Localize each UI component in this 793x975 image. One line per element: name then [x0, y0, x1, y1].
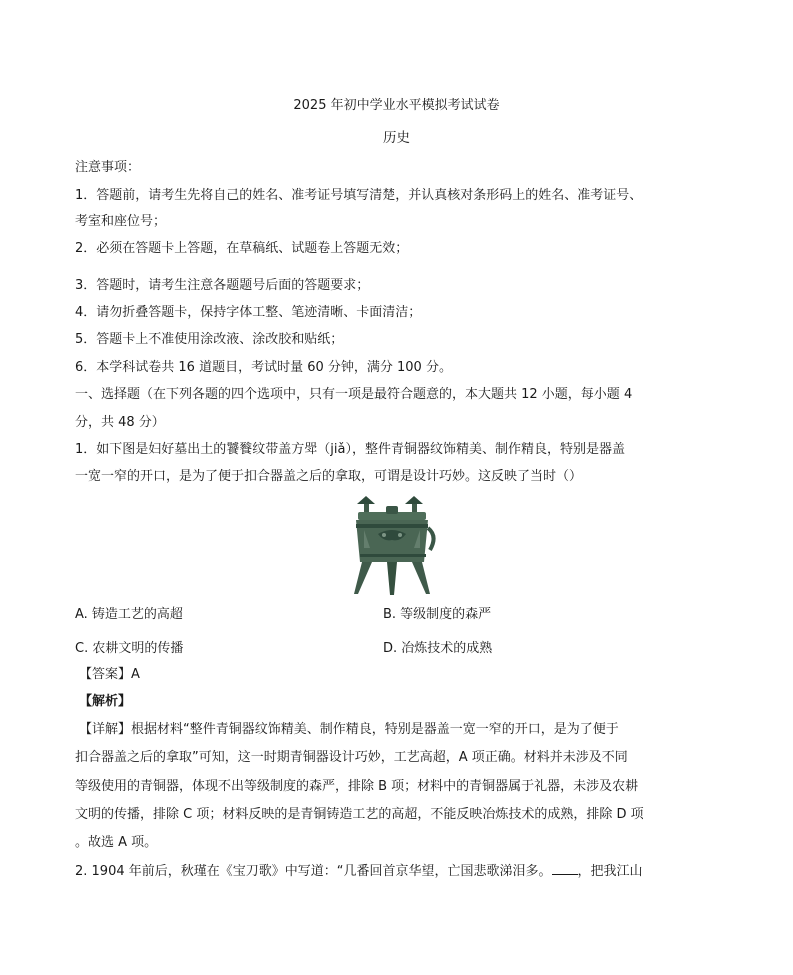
q1-option-d: D. 冶炼技术的成熟 — [383, 641, 493, 656]
q1-option-b: B. 等级制度的森严 — [383, 607, 492, 622]
q2-stem-after-blank: ，把我江山 — [577, 864, 643, 879]
q2-fill-blank — [552, 861, 578, 875]
subject-title: 历史 — [383, 130, 410, 146]
q1-option-a: A. 铸造工艺的高超 — [75, 607, 183, 622]
q2-stem — [75, 861, 643, 881]
q1-detail-line2: 扣合器盖之后的拿取”可知，这一时期青铜器设计巧妙，工艺高超，A 项正确。材料并未涉及不同 — [75, 750, 628, 765]
q2-stem-before-blank: 2. 1904 年前后，秋瑾在《宝刀歌》中写道：“几番回首京华望，亡国悲歌涕泪多。 — [75, 864, 552, 879]
section-heading-line2: 分，共 48 分） — [75, 415, 165, 430]
bronze-jia-vessel-image — [348, 496, 440, 596]
q1-analysis-heading: 【解析】 — [79, 694, 132, 709]
q1-stem-line1: 1．如下图是妇好墓出土的饕餮纹带盖方斝（jiǎ），整件青铜器纹饰精美、制作精良，特别是器盖 — [75, 442, 625, 457]
exam-title: 2025 年初中学业水平模拟考试试卷 — [293, 98, 500, 113]
q1-detail-line3: 等级使用的青铜器，体现不出等级制度的森严，排除 B 项；材料中的青铜器属于礼器，未涉及农耕 — [75, 779, 639, 794]
q1-option-c: C. 农耕文明的传播 — [75, 641, 184, 656]
notice-item-5: 5．答题卡上不准使用涂改液、涂改胶和贴纸； — [75, 332, 344, 347]
notice-item-4: 4．请勿折叠答题卡，保持字体工整、笔迹清晰、卡面清洁； — [75, 305, 422, 320]
notice-heading: 注意事项： — [75, 160, 141, 175]
section-heading-line1: 一、选择题（在下列各题的四个选项中，只有一项是最符合题意的，本大题共 12 小题，每小题 4 — [75, 387, 633, 402]
notice-item-1: 1．答题前，请考生先将自己的姓名、准考证号填写清楚，并认真核对条形码上的姓名、准考证号、 — [75, 188, 643, 203]
bronze-jia-vessel-icon — [348, 496, 440, 596]
notice-item-1-cont: 考室和座位号； — [75, 214, 167, 229]
notice-item-6: 6．本学科试卷共 16 道题目，考试时量 60 分钟，满分 100 分。 — [75, 360, 452, 375]
q1-detail-line5: 。故选 A 项。 — [75, 835, 158, 850]
notice-item-3: 3．答题时，请考生注意各题题号后面的答题要求； — [75, 278, 370, 293]
q1-detail-line1: 【详解】根据材料“整件青铜器纹饰精美、制作精良，特别是器盖一宽一窄的开口，是为了便于 — [79, 722, 619, 737]
notice-item-2: 2．必须在答题卡上答题，在草稿纸、试题卷上答题无效； — [75, 241, 409, 256]
q1-detail-line4: 文明的传播，排除 C 项；材料反映的是青铜铸造工艺的高超，不能反映冶炼技术的成熟，排除 D 项 — [75, 807, 644, 822]
q1-answer: 【答案】A — [79, 667, 140, 682]
q1-stem-line2: 一宽一窄的开口，是为了便于扣合器盖之后的拿取，可谓是设计巧妙。这反映了当时（） — [75, 469, 583, 484]
